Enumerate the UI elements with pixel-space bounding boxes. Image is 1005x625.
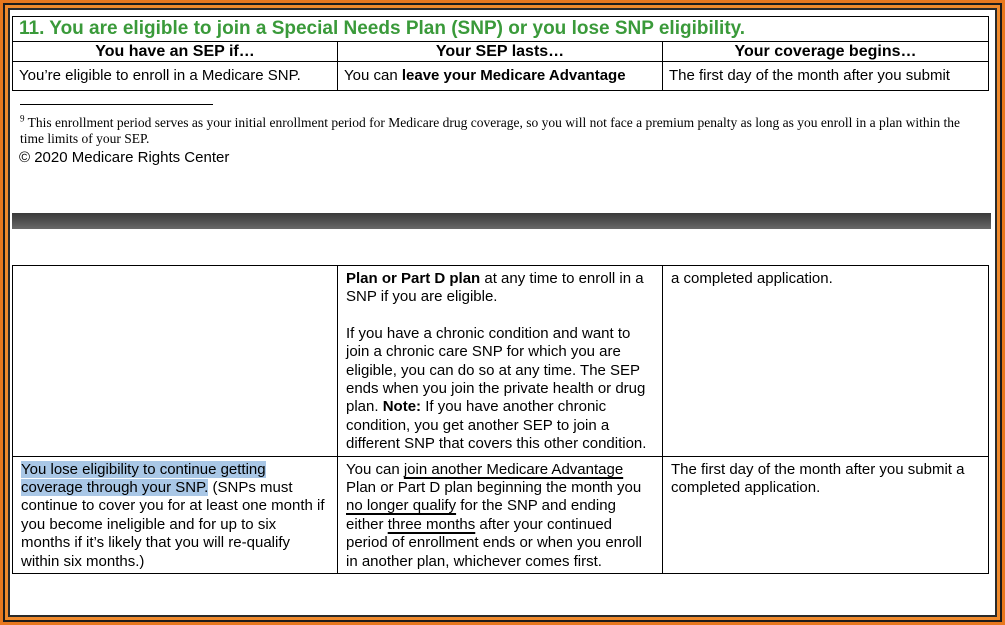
- text: You can: [344, 67, 402, 84]
- header-sep-if: You have an SEP if…: [13, 42, 338, 62]
- cell-sep-lasts: [338, 456, 663, 573]
- footnote: [20, 115, 985, 147]
- underlined-text: no longer qualify: [346, 497, 457, 515]
- paragraph: [346, 270, 654, 307]
- section-title-row: [13, 17, 989, 42]
- document-page: [12, 12, 991, 613]
- footnote-text: This enrollment period serves as your initial enrollment period for Medicare drug coverage, so you will not face a premium penalty as long as you enroll in a plan within the time limits of your SEP.: [20, 115, 961, 146]
- bold-text: Plan or Part D plan: [346, 270, 481, 287]
- cell-sep-lasts: [338, 266, 663, 457]
- highlighted-text: You lose eligibility to continue getting coverage through your SNP.: [21, 460, 266, 497]
- page-break-band: [12, 213, 991, 229]
- underlined-text: join another Medicare Advantage: [403, 460, 624, 478]
- copyright: © 2020 Medicare Rights Center: [19, 149, 230, 166]
- text: (SNPs must continue to cover you for at least one month if you become ineligible and for up to six months if it’s likely that you will re-qualify within six months.): [21, 479, 325, 570]
- table-header-row: [13, 42, 989, 62]
- cell-sep-lasts: [338, 62, 663, 91]
- underlined-text: three months: [387, 515, 476, 533]
- text: If you have another chronic condition, you get another SEP to join a different SNP that covers this other condition.: [346, 398, 647, 453]
- table-row: [13, 62, 989, 91]
- text: If you have a chronic condition and want to join a chronic care SNP for which you are eligible, you can do so at any time. The SEP ends when you join the private health or drug plan.: [346, 324, 646, 416]
- cell-coverage-begins: The first day of the month after you submit a completed application.: [663, 456, 989, 573]
- bold-text: leave your Medicare Advantage: [401, 67, 626, 84]
- footnote-number: 9: [20, 113, 25, 124]
- table-row: [13, 266, 989, 457]
- header-coverage-begins: Your coverage begins…: [663, 42, 989, 62]
- cell-coverage-begins: a completed application.: [663, 266, 989, 457]
- text: for the SNP and ending either: [346, 497, 616, 533]
- table-row: [13, 456, 989, 573]
- footnote-divider: [20, 104, 213, 105]
- text: Plan or Part D plan beginning the month you: [346, 479, 642, 497]
- cell-sep-if: [13, 456, 338, 573]
- header-sep-lasts: Your SEP lasts…: [338, 42, 663, 62]
- cell-coverage-begins: The first day of the month after you submit: [663, 62, 989, 91]
- paragraph: [346, 325, 654, 454]
- text: after your continued period of enrollment ends or when you enroll in another plan, whichever comes first.: [346, 515, 643, 570]
- note-label: Note:: [382, 398, 422, 416]
- cell-sep-if: You’re eligible to enroll in a Medicare SNP.: [13, 62, 338, 91]
- sep-table-top: [12, 16, 989, 91]
- text: You can: [346, 460, 404, 478]
- cell-sep-if: [13, 266, 338, 457]
- sep-table-continued: [12, 265, 989, 574]
- text: at any time to enroll in a SNP if you are eligible.: [346, 270, 644, 306]
- section-title: 11. You are eligible to join a Special Needs Plan (SNP) or you lose SNP eligibility.: [13, 17, 989, 42]
